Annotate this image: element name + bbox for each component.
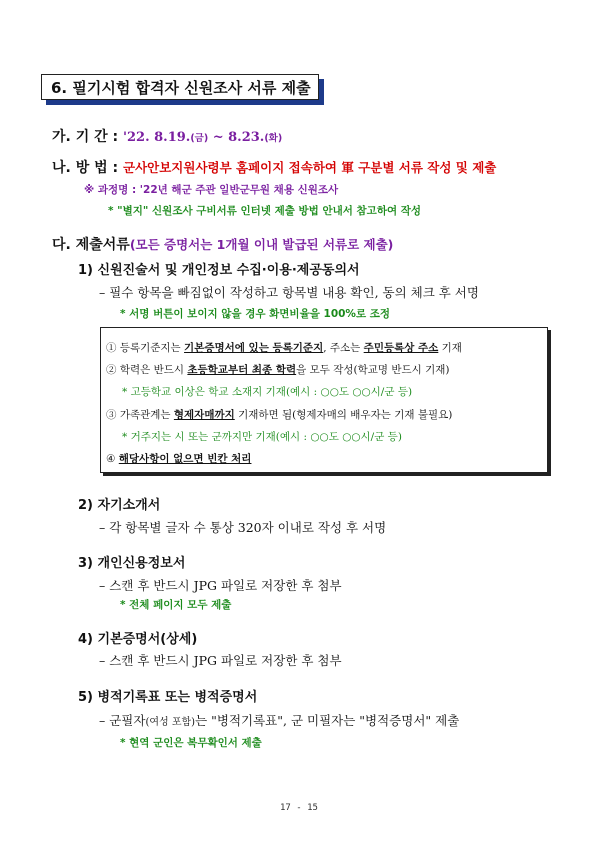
box-line-2 <box>106 362 450 377</box>
documents-label-note: (모든 증명서는 1개월 이내 발급된 서류로 제출) <box>129 237 394 252</box>
item5-title: 5) 병적기록표 또는 병적증명서 <box>78 690 258 705</box>
item4-desc: – 스캔 후 반드시 JPG 파일로 저장한 후 첨부 <box>99 653 342 668</box>
period-separator: ~ <box>208 130 229 145</box>
box-line-2-text: ② 학력은 반드시 <box>106 364 188 376</box>
box-line-2-note: * 고등학교 이상은 학교 소재지 기재(예시 : ○○도 ○○시/군 등) <box>122 386 413 398</box>
item5-desc <box>99 711 459 729</box>
box-line-3-note: * 거주지는 시 또는 군까지만 기재(예시 : ○○도 ○○시/군 등) <box>122 431 402 443</box>
item2-desc: – 각 항목별 글자 수 통상 320자 이내로 작성 후 서명 <box>99 520 387 535</box>
item5-desc-end: 는 "병적기록표", 군 미필자는 "병적증명서" 제출 <box>195 713 460 728</box>
item5-desc-text: – 군필자 <box>99 713 146 728</box>
box-line-2-end: 을 모두 작성(학교명 반드시 기재) <box>296 364 450 376</box>
item3-title: 3) 개인신용정보서 <box>78 556 186 571</box>
box-line-2-emphasis: 초등학교부터 최종 학력 <box>187 364 297 376</box>
period-line <box>52 126 282 146</box>
item5-desc-qualifier: (여성 포함) <box>145 717 196 728</box>
documents-line <box>52 234 393 254</box>
section-title: 6. 필기시험 합격자 신원조사 서류 제출 <box>41 74 319 100</box>
method-label: 나. 방 법 : <box>52 160 123 176</box>
page-number: 17 - 15 <box>280 803 318 813</box>
method-course-note: ※ 과정명 : '22년 해군 주관 일반군무원 채용 신원조사 <box>84 184 339 196</box>
item1-title: 1) 신원진술서 및 개인정보 수집·이용·제공동의서 <box>78 263 360 278</box>
box-line-3-text: ③ 가족관계는 <box>106 409 174 421</box>
box-line-3 <box>106 407 452 422</box>
period-start-day: (금) <box>190 133 209 144</box>
box-line-3-end: 기재하면 됨(형제자매의 배우자는 기재 불필요) <box>234 409 453 421</box>
documents-label: 다. 제출서류 <box>52 237 130 253</box>
item2-title: 2) 자기소개서 <box>78 498 161 513</box>
box-line-4-emphasis: 해당사항이 없으면 빈칸 처리 <box>118 453 252 465</box>
period-label: 가. 기 간 : <box>52 129 123 145</box>
item1-note: * 서명 버튼이 보이지 않을 경우 화면비율을 100%로 조정 <box>120 308 391 320</box>
period-start: '22. 8.19. <box>123 130 191 145</box>
box-line-1-emphasis-a: 기본증명서에 있는 등록기준지 <box>184 342 324 354</box>
box-line-1-mid: , 주소는 <box>323 342 364 354</box>
box-line-1-end: 기재 <box>438 342 462 354</box>
box-line-4 <box>106 451 251 466</box>
box-line-3-emphasis: 형제자매까지 <box>173 409 235 421</box>
item1-desc: – 필수 항목을 빠짐없이 작성하고 항목별 내용 확인, 동의 체크 후 서명 <box>99 285 479 300</box>
box-line-1-text: ① 등록기준지는 <box>106 342 185 354</box>
method-value: 군사안보지원사령부 홈페이지 접속하여 軍 구분별 서류 작성 및 제출 <box>123 160 497 175</box>
box-line-4-text: ④ <box>106 453 119 465</box>
method-guide-note: * "별지" 신원조사 구비서류 인터넷 제출 방법 안내서 참고하여 작성 <box>108 205 422 217</box>
period-end: 8.23. <box>228 130 265 145</box>
item3-desc: – 스캔 후 반드시 JPG 파일로 저장한 후 첨부 <box>99 578 342 593</box>
method-line <box>52 157 496 177</box>
item5-note: * 현역 군인은 복무확인서 제출 <box>120 737 262 749</box>
item3-note: * 전체 페이지 모두 제출 <box>120 599 232 611</box>
box-line-1-emphasis-b: 주민등록상 주소 <box>363 342 439 354</box>
period-end-day: (화) <box>264 133 283 144</box>
box-line-1 <box>106 340 462 355</box>
item4-title: 4) 기본증명서(상세) <box>78 632 198 647</box>
